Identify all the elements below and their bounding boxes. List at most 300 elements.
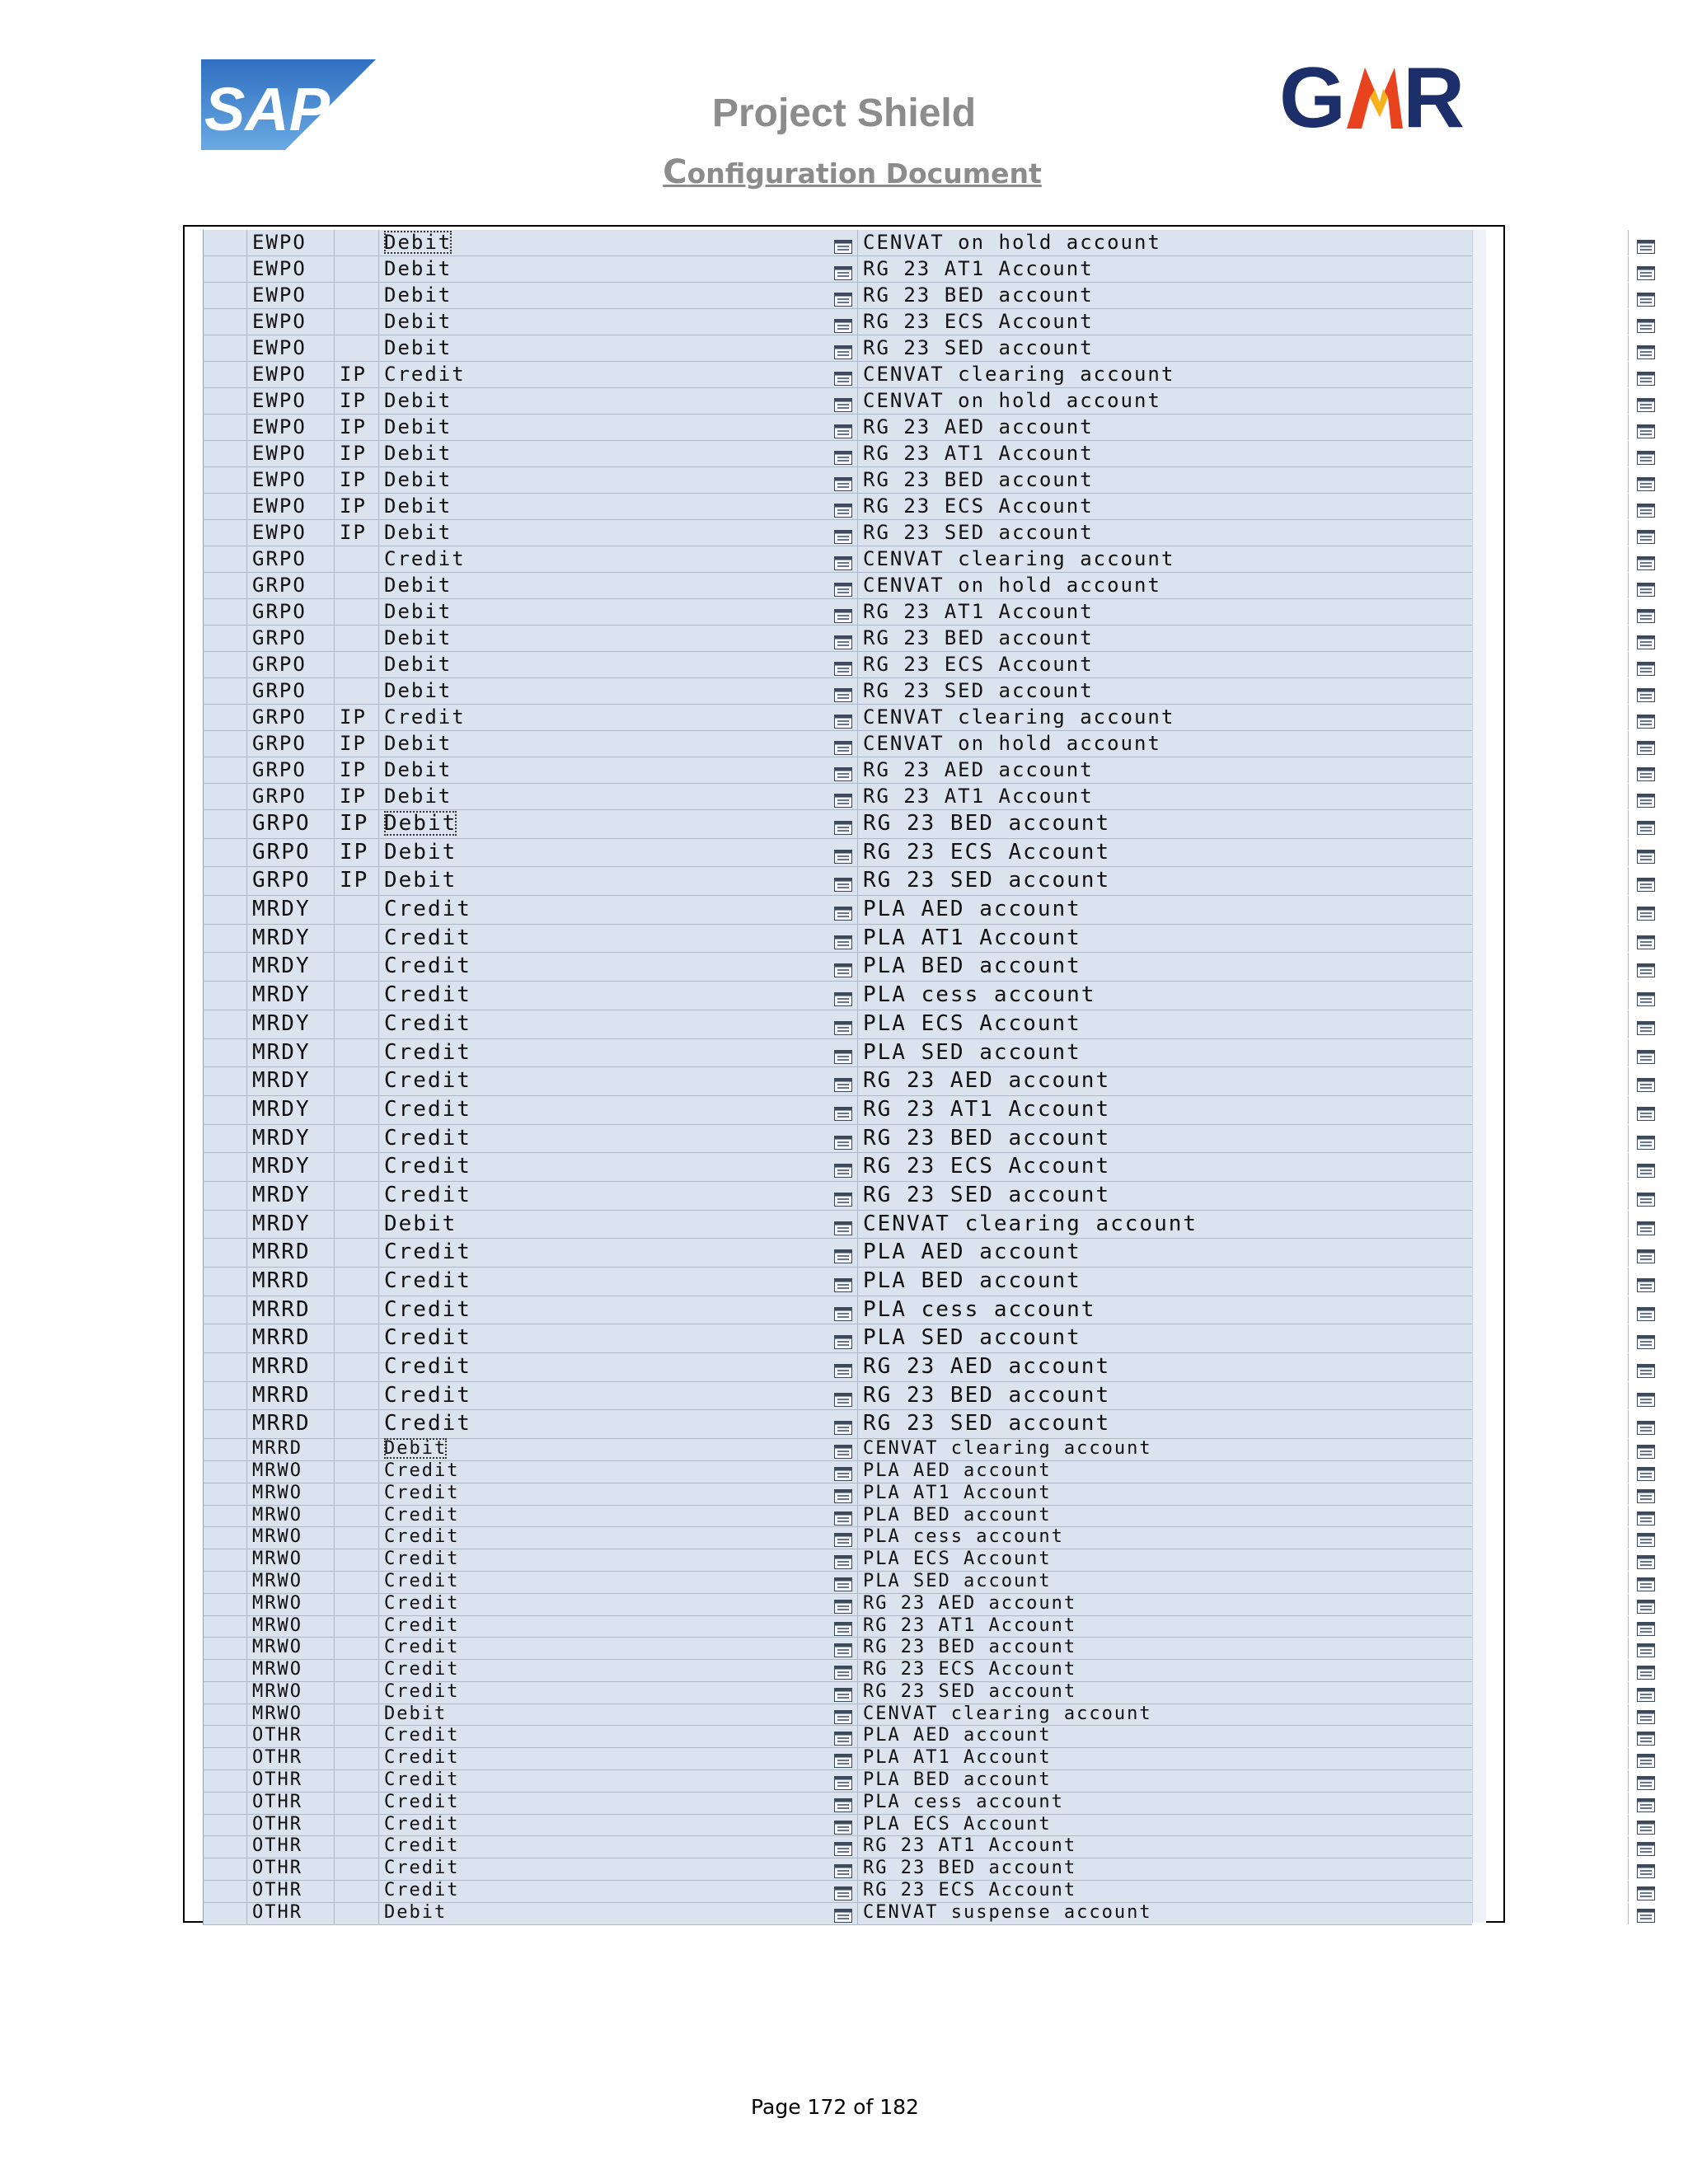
ip-cell[interactable] (335, 982, 379, 1010)
table-row[interactable] (203, 1726, 1472, 1748)
debit-credit-cell[interactable] (379, 1296, 832, 1324)
account-name-cell[interactable]: RG 23 AED account (857, 1353, 1629, 1381)
table-row[interactable] (203, 678, 1472, 705)
table-row[interactable] (203, 1903, 1472, 1925)
table-row[interactable] (203, 982, 1472, 1010)
debit-credit-cell[interactable] (379, 1572, 832, 1593)
row-selector[interactable] (203, 388, 247, 414)
row-selector[interactable] (203, 494, 247, 519)
transaction-type-cell[interactable]: MRRD (247, 1268, 335, 1296)
value-help-icon[interactable] (834, 1863, 852, 1875)
transaction-type-cell[interactable]: GRPO (247, 546, 335, 572)
value-help-icon[interactable] (1637, 631, 1655, 645)
transaction-type-cell[interactable]: MRDY (247, 1182, 335, 1210)
account-name-cell[interactable]: RG 23 ECS Account (857, 1881, 1629, 1902)
account-name-cell[interactable]: RG 23 AT1 Account (857, 1616, 1629, 1638)
value-help-icon[interactable] (1637, 341, 1655, 355)
account-name-cell[interactable]: PLA AED account (857, 1726, 1629, 1747)
row-selector[interactable] (203, 705, 247, 730)
transaction-type-cell[interactable]: MRWO (247, 1483, 335, 1505)
ip-cell[interactable] (335, 1793, 379, 1814)
debit-credit-cell[interactable] (379, 1881, 832, 1902)
value-help-icon[interactable] (834, 526, 852, 540)
row-selector[interactable] (203, 678, 247, 704)
table-row[interactable] (203, 1353, 1472, 1382)
value-help-icon[interactable] (1637, 987, 1655, 1001)
debit-credit-cell[interactable] (379, 867, 832, 895)
table-row[interactable] (203, 441, 1472, 467)
transaction-type-cell[interactable]: OTHR (247, 1881, 335, 1902)
account-name-cell[interactable]: RG 23 ECS Account (857, 839, 1629, 867)
transaction-type-cell[interactable]: MRRD (247, 1324, 335, 1352)
ip-cell[interactable] (335, 1594, 379, 1615)
account-name-cell[interactable]: CENVAT suspense account (857, 1903, 1629, 1924)
debit-credit-cell[interactable] (379, 362, 832, 387)
debit-credit-cell[interactable] (379, 1211, 832, 1239)
table-row[interactable] (203, 283, 1472, 309)
row-selector[interactable] (203, 1153, 247, 1181)
account-name-cell[interactable]: PLA cess account (857, 1527, 1629, 1549)
account-name-cell[interactable]: RG 23 AT1 Account (857, 256, 1629, 282)
account-name-cell[interactable]: PLA ECS Account (857, 1549, 1629, 1571)
value-help-icon[interactable] (834, 1102, 852, 1116)
row-selector[interactable] (203, 1483, 247, 1505)
account-name-cell[interactable]: CENVAT on hold account (857, 573, 1629, 598)
account-name-cell[interactable]: RG 23 ECS Account (857, 1660, 1629, 1681)
value-help-icon[interactable] (1637, 1273, 1655, 1287)
transaction-type-cell[interactable]: EWPO (247, 467, 335, 493)
account-name-cell[interactable]: RG 23 BED account (857, 1638, 1629, 1659)
transaction-type-cell[interactable]: MRWO (247, 1549, 335, 1571)
table-row[interactable] (203, 1858, 1472, 1881)
transaction-type-cell[interactable]: MRWO (247, 1660, 335, 1681)
value-help-icon[interactable] (834, 1642, 852, 1654)
transaction-type-cell[interactable]: MRRD (247, 1353, 335, 1381)
row-selector[interactable] (203, 1858, 247, 1880)
value-help-icon[interactable] (834, 1016, 852, 1030)
transaction-type-cell[interactable]: OTHR (247, 1748, 335, 1769)
row-selector[interactable] (203, 1836, 247, 1858)
row-selector[interactable] (203, 1410, 247, 1438)
debit-credit-cell[interactable] (379, 520, 832, 546)
vertical-scrollbar[interactable] (1472, 230, 1486, 1923)
value-help-icon[interactable] (1637, 1576, 1655, 1588)
transaction-type-cell[interactable]: MRRD (247, 1296, 335, 1324)
ip-cell[interactable] (335, 1616, 379, 1638)
account-name-cell[interactable]: PLA SED account (857, 1039, 1629, 1067)
value-help-icon[interactable] (834, 288, 852, 302)
account-name-cell[interactable]: RG 23 ECS Account (857, 309, 1629, 335)
ip-cell[interactable] (335, 1682, 379, 1704)
transaction-type-cell[interactable]: MRRD (247, 1239, 335, 1267)
value-help-icon[interactable] (834, 552, 852, 566)
row-selector[interactable] (203, 1239, 247, 1267)
row-selector[interactable] (203, 1770, 247, 1792)
value-help-icon[interactable] (1637, 579, 1655, 593)
table-row[interactable] (203, 1211, 1472, 1240)
value-help-icon[interactable] (1637, 930, 1655, 944)
ip-cell[interactable] (335, 1324, 379, 1352)
value-help-icon[interactable] (1637, 1708, 1655, 1721)
value-help-icon[interactable] (1637, 1302, 1655, 1316)
value-help-icon[interactable] (1637, 499, 1655, 513)
table-row[interactable] (203, 1153, 1472, 1182)
ip-cell[interactable] (335, 1903, 379, 1924)
debit-credit-cell[interactable] (379, 1903, 832, 1924)
row-selector[interactable] (203, 573, 247, 598)
value-help-icon[interactable] (1637, 1359, 1655, 1373)
transaction-type-cell[interactable]: GRPO (247, 678, 335, 704)
ip-cell[interactable]: IP (335, 839, 379, 867)
transaction-type-cell[interactable]: GRPO (247, 731, 335, 757)
account-name-cell[interactable]: PLA AED account (857, 896, 1629, 924)
value-help-icon[interactable] (1637, 1686, 1655, 1699)
account-name-cell[interactable]: RG 23 AED account (857, 415, 1629, 440)
row-selector[interactable] (203, 441, 247, 466)
debit-credit-cell[interactable] (379, 1638, 832, 1659)
ip-cell[interactable] (335, 1483, 379, 1505)
transaction-type-cell[interactable]: EWPO (247, 494, 335, 519)
value-help-icon[interactable] (834, 1598, 852, 1610)
debit-credit-cell[interactable] (379, 230, 832, 255)
transaction-type-cell[interactable]: EWPO (247, 335, 335, 361)
account-name-cell[interactable]: RG 23 BED account (857, 283, 1629, 308)
value-help-icon[interactable] (1637, 845, 1655, 859)
table-row[interactable] (203, 546, 1472, 573)
value-help-icon[interactable] (834, 710, 852, 724)
transaction-type-cell[interactable]: EWPO (247, 283, 335, 308)
ip-cell[interactable] (335, 1353, 379, 1381)
row-selector[interactable] (203, 283, 247, 308)
table-row[interactable] (203, 1506, 1472, 1528)
account-name-cell[interactable]: PLA cess account (857, 982, 1629, 1010)
value-help-icon[interactable] (834, 1159, 852, 1173)
value-help-icon[interactable] (1637, 790, 1655, 804)
value-help-icon[interactable] (834, 763, 852, 777)
table-row[interactable] (203, 652, 1472, 678)
table-row[interactable] (203, 953, 1472, 982)
value-help-icon[interactable] (1637, 873, 1655, 887)
value-help-icon[interactable] (1637, 1797, 1655, 1809)
debit-credit-cell[interactable] (379, 731, 832, 757)
value-help-icon[interactable] (1637, 737, 1655, 751)
ip-cell[interactable] (335, 1704, 379, 1726)
value-help-icon[interactable] (1637, 902, 1655, 916)
debit-credit-cell[interactable] (379, 1815, 832, 1836)
account-name-cell[interactable]: PLA ECS Account (857, 1815, 1629, 1836)
account-name-cell[interactable]: RG 23 SED account (857, 335, 1629, 361)
transaction-type-cell[interactable]: MRRD (247, 1382, 335, 1410)
debit-credit-cell[interactable] (379, 1067, 832, 1095)
table-row[interactable] (203, 867, 1472, 896)
row-selector[interactable] (203, 810, 247, 838)
account-name-cell[interactable]: PLA AT1 Account (857, 925, 1629, 953)
value-help-icon[interactable] (834, 1708, 852, 1721)
debit-credit-cell[interactable] (379, 1182, 832, 1210)
table-row[interactable] (203, 1660, 1472, 1682)
value-help-icon[interactable] (1637, 1554, 1655, 1566)
account-name-cell[interactable]: PLA BED account (857, 1268, 1629, 1296)
table-row[interactable] (203, 520, 1472, 546)
debit-credit-cell[interactable] (379, 415, 832, 440)
value-help-icon[interactable] (1637, 1159, 1655, 1173)
debit-credit-cell[interactable] (379, 1324, 832, 1352)
table-row[interactable] (203, 1039, 1472, 1068)
debit-credit-cell[interactable] (379, 1704, 832, 1726)
account-name-cell[interactable]: PLA SED account (857, 1572, 1629, 1593)
value-help-icon[interactable] (834, 631, 852, 645)
table-row[interactable] (203, 896, 1472, 925)
account-name-cell[interactable]: RG 23 SED account (857, 1410, 1629, 1438)
row-selector[interactable] (203, 415, 247, 440)
value-help-icon[interactable] (834, 236, 852, 250)
row-selector[interactable] (203, 256, 247, 282)
ip-cell[interactable]: IP (335, 757, 379, 783)
value-help-icon[interactable] (1637, 394, 1655, 408)
table-row[interactable] (203, 1010, 1472, 1039)
table-row[interactable] (203, 599, 1472, 626)
value-help-icon[interactable] (834, 790, 852, 804)
row-selector[interactable] (203, 925, 247, 953)
value-help-icon[interactable] (834, 1576, 852, 1588)
value-help-icon[interactable] (1637, 763, 1655, 777)
table-row[interactable] (203, 1815, 1472, 1837)
value-help-icon[interactable] (1637, 1840, 1655, 1853)
ip-cell[interactable]: IP (335, 362, 379, 387)
value-help-icon[interactable] (1637, 710, 1655, 724)
account-name-cell[interactable]: RG 23 BED account (857, 1382, 1629, 1410)
table-row[interactable] (203, 467, 1472, 494)
table-row[interactable] (203, 731, 1472, 757)
ip-cell[interactable]: IP (335, 867, 379, 895)
row-selector[interactable] (203, 1881, 247, 1902)
account-name-cell[interactable]: CENVAT clearing account (857, 1704, 1629, 1726)
transaction-type-cell[interactable]: GRPO (247, 573, 335, 598)
debit-credit-cell[interactable] (379, 467, 832, 493)
row-selector[interactable] (203, 1268, 247, 1296)
ip-cell[interactable] (335, 1410, 379, 1438)
table-row[interactable] (203, 309, 1472, 335)
value-help-icon[interactable] (834, 1073, 852, 1087)
table-row[interactable] (203, 415, 1472, 441)
row-selector[interactable] (203, 896, 247, 924)
ip-cell[interactable] (335, 1506, 379, 1527)
table-row[interactable] (203, 230, 1472, 256)
debit-credit-cell[interactable] (379, 1483, 832, 1505)
value-help-icon[interactable] (834, 579, 852, 593)
debit-credit-cell[interactable] (379, 1726, 832, 1747)
debit-credit-cell[interactable] (379, 810, 832, 838)
transaction-type-cell[interactable]: OTHR (247, 1793, 335, 1814)
debit-credit-cell[interactable] (379, 1353, 832, 1381)
table-row[interactable] (203, 1125, 1472, 1154)
table-row[interactable] (203, 1549, 1472, 1572)
account-name-cell[interactable]: PLA ECS Account (857, 1010, 1629, 1038)
value-help-icon[interactable] (834, 1510, 852, 1522)
transaction-type-cell[interactable]: MRWO (247, 1461, 335, 1483)
table-row[interactable] (203, 1572, 1472, 1594)
table-row[interactable] (203, 626, 1472, 652)
row-selector[interactable] (203, 1296, 247, 1324)
value-help-icon[interactable] (1637, 236, 1655, 250)
table-row[interactable] (203, 1067, 1472, 1096)
value-help-icon[interactable] (834, 473, 852, 487)
ip-cell[interactable] (335, 925, 379, 953)
row-selector[interactable] (203, 652, 247, 677)
row-selector[interactable] (203, 546, 247, 572)
table-row[interactable] (203, 1182, 1472, 1211)
ip-cell[interactable] (335, 1461, 379, 1483)
row-selector[interactable] (203, 953, 247, 981)
row-selector[interactable] (203, 1594, 247, 1615)
ip-cell[interactable] (335, 1815, 379, 1836)
table-row[interactable] (203, 1239, 1472, 1268)
debit-credit-cell[interactable] (379, 896, 832, 924)
row-selector[interactable] (203, 1324, 247, 1352)
transaction-type-cell[interactable]: OTHR (247, 1770, 335, 1792)
value-help-icon[interactable] (834, 1620, 852, 1633)
value-help-icon[interactable] (1637, 447, 1655, 461)
transaction-type-cell[interactable]: MRRD (247, 1410, 335, 1438)
debit-credit-cell[interactable] (379, 283, 832, 308)
ip-cell[interactable] (335, 335, 379, 361)
debit-credit-cell[interactable] (379, 784, 832, 809)
ip-cell[interactable] (335, 1527, 379, 1549)
account-name-cell[interactable]: RG 23 AED account (857, 1067, 1629, 1095)
value-help-icon[interactable] (1637, 1465, 1655, 1478)
debit-credit-cell[interactable] (379, 982, 832, 1010)
value-help-icon[interactable] (1637, 1244, 1655, 1258)
value-help-icon[interactable] (834, 394, 852, 408)
debit-credit-cell[interactable] (379, 1125, 832, 1153)
value-help-icon[interactable] (1637, 1443, 1655, 1455)
debit-credit-cell[interactable] (379, 573, 832, 598)
debit-credit-cell[interactable] (379, 1461, 832, 1483)
transaction-type-cell[interactable]: EWPO (247, 256, 335, 282)
transaction-type-cell[interactable]: MRRD (247, 1439, 335, 1460)
account-name-cell[interactable]: RG 23 ECS Account (857, 494, 1629, 519)
account-name-cell[interactable]: RG 23 ECS Account (857, 652, 1629, 677)
debit-credit-cell[interactable] (379, 335, 832, 361)
table-row[interactable] (203, 1704, 1472, 1727)
value-help-icon[interactable] (834, 987, 852, 1001)
account-name-cell[interactable]: RG 23 SED account (857, 678, 1629, 704)
account-name-cell[interactable]: RG 23 AT1 Account (857, 784, 1629, 809)
value-help-icon[interactable] (834, 1819, 852, 1831)
debit-credit-cell[interactable] (379, 839, 832, 867)
ip-cell[interactable] (335, 1572, 379, 1593)
account-name-cell[interactable]: PLA BED account (857, 1770, 1629, 1792)
value-help-icon[interactable] (834, 873, 852, 887)
transaction-type-cell[interactable]: EWPO (247, 415, 335, 440)
table-row[interactable] (203, 1324, 1472, 1353)
transaction-type-cell[interactable]: EWPO (247, 362, 335, 387)
value-help-icon[interactable] (834, 1465, 852, 1478)
account-name-cell[interactable]: PLA cess account (857, 1296, 1629, 1324)
transaction-type-cell[interactable]: MRDY (247, 982, 335, 1010)
table-row[interactable] (203, 1682, 1472, 1704)
ip-cell[interactable] (335, 1549, 379, 1571)
row-selector[interactable] (203, 1067, 247, 1095)
ip-cell[interactable] (335, 1836, 379, 1858)
value-help-icon[interactable] (1637, 473, 1655, 487)
row-selector[interactable] (203, 467, 247, 493)
value-help-icon[interactable] (834, 605, 852, 619)
value-help-icon[interactable] (1637, 1531, 1655, 1544)
debit-credit-cell[interactable] (379, 1549, 832, 1571)
account-name-cell[interactable]: CENVAT clearing account (857, 362, 1629, 387)
ip-cell[interactable] (335, 1182, 379, 1210)
transaction-type-cell[interactable]: MRWO (247, 1704, 335, 1726)
debit-credit-cell[interactable] (379, 546, 832, 572)
table-row[interactable] (203, 705, 1472, 731)
ip-cell[interactable] (335, 1268, 379, 1296)
row-selector[interactable] (203, 1572, 247, 1593)
account-name-cell[interactable]: CENVAT on hold account (857, 388, 1629, 414)
value-help-icon[interactable] (1637, 420, 1655, 434)
transaction-type-cell[interactable]: EWPO (247, 388, 335, 414)
value-help-icon[interactable] (1637, 1642, 1655, 1654)
debit-credit-cell[interactable] (379, 1594, 832, 1615)
transaction-type-cell[interactable]: GRPO (247, 705, 335, 730)
transaction-type-cell[interactable]: MRDY (247, 1010, 335, 1038)
value-help-icon[interactable] (1637, 1188, 1655, 1202)
row-selector[interactable] (203, 1439, 247, 1460)
account-name-cell[interactable]: PLA BED account (857, 953, 1629, 981)
table-row[interactable] (203, 1461, 1472, 1483)
ip-cell[interactable] (335, 546, 379, 572)
ip-cell[interactable]: IP (335, 388, 379, 414)
transaction-type-cell[interactable]: OTHR (247, 1815, 335, 1836)
ip-cell[interactable] (335, 652, 379, 677)
account-name-cell[interactable]: RG 23 SED account (857, 1682, 1629, 1704)
value-help-icon[interactable] (834, 958, 852, 972)
debit-credit-cell[interactable] (379, 1770, 832, 1792)
table-row[interactable] (203, 1439, 1472, 1461)
debit-credit-cell[interactable] (379, 1268, 832, 1296)
table-row[interactable] (203, 757, 1472, 784)
table-row[interactable] (203, 1096, 1472, 1125)
ip-cell[interactable] (335, 1726, 379, 1747)
debit-credit-cell[interactable] (379, 309, 832, 335)
value-help-icon[interactable] (834, 1488, 852, 1500)
row-selector[interactable] (203, 1638, 247, 1659)
transaction-type-cell[interactable]: MRWO (247, 1572, 335, 1593)
ip-cell[interactable] (335, 626, 379, 651)
ip-cell[interactable] (335, 1858, 379, 1880)
value-help-icon[interactable] (834, 1797, 852, 1809)
value-help-icon[interactable] (1637, 1330, 1655, 1344)
ip-cell[interactable]: IP (335, 494, 379, 519)
table-row[interactable] (203, 1382, 1472, 1411)
value-help-icon[interactable] (1637, 1488, 1655, 1500)
transaction-type-cell[interactable]: MRDY (247, 1067, 335, 1095)
account-name-cell[interactable]: RG 23 AT1 Account (857, 599, 1629, 625)
ip-cell[interactable] (335, 1296, 379, 1324)
ip-cell[interactable]: IP (335, 810, 379, 838)
ip-cell[interactable] (335, 230, 379, 255)
value-help-icon[interactable] (834, 1188, 852, 1202)
transaction-type-cell[interactable]: GRPO (247, 839, 335, 867)
value-help-icon[interactable] (834, 1388, 852, 1402)
value-help-icon[interactable] (834, 1443, 852, 1455)
row-selector[interactable] (203, 1616, 247, 1638)
table-row[interactable] (203, 335, 1472, 362)
value-help-icon[interactable] (834, 262, 852, 276)
row-selector[interactable] (203, 362, 247, 387)
value-help-icon[interactable] (834, 1752, 852, 1765)
debit-credit-cell[interactable] (379, 925, 832, 953)
